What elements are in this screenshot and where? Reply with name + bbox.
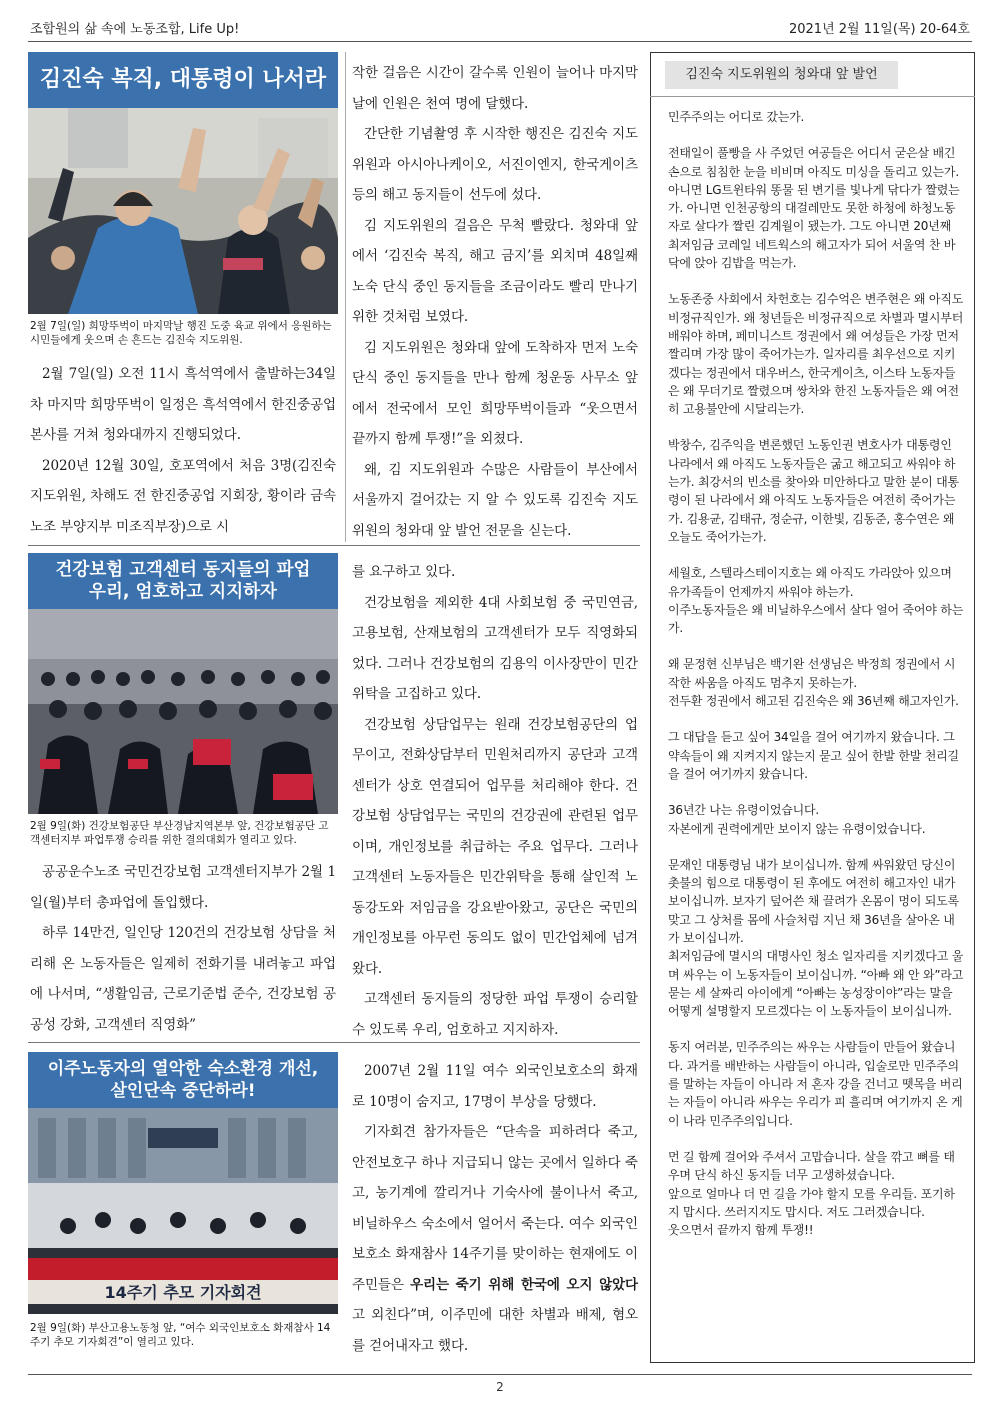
protest-banner-text: 14주기 추모 기자회견 — [104, 1283, 262, 1302]
article-divider — [28, 545, 640, 546]
article3-paragraph-text: 기자회견 참가자들은 “단속을 피하려다 죽고, 안전보호구 하나 지급되니 않는 곳에서 일하다 죽고, 농기계에 깔리거나 기숙사에 불이나서 죽고, 비닐하우스 숙소에서 얼어서 죽는다. 여수 외국인보호소 화재참사 14주기를 맞이하는 현재에도 이주민들은 — [352, 1124, 638, 1293]
article2-caption: 2월 9일(화) 건강보험공단 부산경남지역본부 앞, 건강보험공단 고객센터지부 파업투쟁 승리를 위한 결의대회가 열리고 있다. — [30, 820, 329, 846]
sidebar-paragraph: 왜 문정현 신부님은 백기완 선생님은 박정희 정권에서 시작한 싸움을 아직도 멈추지 못하는가. — [668, 657, 956, 690]
article3-caption: 2월 9일(화) 부산고용노동청 앞, “여수 외국인보호소 화재참사 14주기 추모 기자회견”이 열리고 있다. — [30, 1322, 331, 1348]
article2-right-column — [352, 557, 638, 1045]
article2-headline-line1: 건강보험 고객센터 동지들의 파업 — [55, 560, 311, 580]
sidebar-paragraph: 전두환 정권에서 해고된 김진숙은 왜 36년째 해고자인가. — [668, 694, 959, 709]
article3-headline-line2: 살인단속 중단하라! — [110, 1081, 256, 1101]
sidebar-closing: 웃으면서 끝까지 함께 투쟁!! — [668, 1223, 814, 1238]
sidebar-paragraph: 전태일이 풀빵을 사 주었던 여공들은 어디서 굳은살 배긴 손으로 침침한 눈을 비비며 아직도 미싱을 돌리고 있는가. 아니면 LG트윈타워 똥물 된 변기를 빛나게 닦다가 짤렸는가. 아니면 인천공항의 대걸레만도 못한 하청에 하청노동자로 살다가 짤린 김계월이 됐는가. 그도 아니면 20년째 최저임금 코레일 네트웍스의 해고자가 되어 서울역 찬 바닥에 앉아 김밥을 먹는가. — [668, 146, 960, 271]
sidebar-paragraph: 자본에게 권력에게만 보이지 않는 유령이었습니다. — [668, 821, 926, 836]
article1-left-column — [30, 359, 336, 542]
article1-paragraph: 2020년 12월 30일, 호포역에서 처음 3명(김진숙 지도위원, 차해도 전 한진중공업 지회장, 황이라 금속노조 부양지부 미조직부장)으로 시 — [30, 457, 336, 535]
article-divider — [28, 1042, 640, 1043]
article2-left-column — [30, 857, 336, 1040]
article1-paragraph: 김 지도위원은 청와대 앞에 도착하자 먼저 노숙 단식 중인 동지들을 만나 함께 청운동 사무소 앞에서 전국에서 모인 희망뚜벅이들과 “웃으면서 끝까지 함께 투쟁!”을 외쳤다. — [352, 339, 638, 447]
column-separator — [345, 52, 346, 542]
sidebar-title: 김진숙 지도위원의 청와대 앞 발언 — [665, 61, 898, 89]
article3-quote-bold: 우리는 죽기 위해 한국에 오지 않았다 — [410, 1276, 638, 1293]
article1-headline — [28, 52, 338, 108]
sidebar-paragraph: 먼 길 함께 걸어와 주셔서 고맙습니다. 살을 깎고 뼈를 태우며 단식 하신 동지들 너무 고생하셨습니다. — [668, 1149, 955, 1183]
article1-paragraph: 2월 7일(일) 오전 11시 흑석역에서 출발하는34일차 마지막 희망뚜벅이 일정은 흑석역에서 한진중공업 본사를 거쳐 청와대까지 진행되었다. — [30, 366, 336, 443]
article2-paragraph: 고객센터 동지들의 정당한 파업 투쟁이 승리할 수 있도록 우리, 엄호하고 지지하자. — [352, 991, 638, 1038]
issue-date: 2021년 2월 11일(목) 20-64호 — [788, 22, 970, 37]
sidebar-paragraph: 그 대답을 듣고 싶어 34일을 걸어 여기까지 왔습니다. 그 약속들이 왜 지켜지지 않는지 묻고 싶어 한발 한발 천리길을 걸어 여기까지 왔습니다. — [668, 730, 959, 781]
sidebar-paragraph: 문재인 대통령님 내가 보이십니까. 함께 싸워왔던 당신이 촛불의 힘으로 대통령이 된 후에도 여전히 해고자인 내가 보이십니까. 보자기 덮어쓴 채 끌려가 온몸이 멍이 되도록 맞고 그 상처를 몸에 사슬처럼 지닌 채 36년을 살아온 내가 보이십니까. — [668, 857, 959, 945]
sidebar-body — [668, 108, 966, 1239]
article3-paragraph: 2007년 2월 11일 여수 외국인보호소의 화재로 10명이 숨지고, 17명이 부상을 당했다. — [352, 1063, 638, 1110]
article3-right-column — [352, 1056, 638, 1361]
newsletter-slogan: 조합원의 삶 속에 노동조합, Life Up! — [30, 22, 240, 37]
sidebar-paragraph: 세월호, 스텔라스테이지호는 왜 아직도 가라앉아 있으며 유가족들이 언제까지 싸워야 하는가. — [668, 566, 952, 599]
article3-photo — [28, 1108, 338, 1314]
sidebar-title-rule — [650, 96, 975, 97]
page-number: 2 — [496, 1380, 504, 1394]
header-rule — [28, 41, 972, 42]
article1-right-column — [352, 58, 638, 546]
article3-paragraph-text: 고 외친다”며, 이주민에 대한 차별과 배제, 혐오를 걷어내자고 했다. — [352, 1307, 638, 1354]
sidebar-paragraph: 노동존중 사회에서 차헌호는 김수억은 변주현은 왜 아직도 비정규직인가. 왜 청년들은 비정규직으로 차별과 멸시부터 배워야 하며, 페미니스트 정권에서 왜 여성들은 가장 먼저 짤리며 가장 많이 죽어가는가. 일자리를 최우선으로 지키겠다는 정권에서 대우버스, 한국게이츠, 이스타 노동자들은 왜 무더기로 짤렸으며 쌍차와 한진 노동자들은 왜 여전히 고용불안에 시달리는가. — [668, 292, 964, 417]
sidebar-paragraph: 이주노동자들은 왜 비닐하우스에서 살다 얼어 죽어야 하는가. — [668, 602, 964, 636]
sidebar-paragraph: 민주주의는 어디로 갔는가. — [668, 110, 805, 124]
article1-paragraph: 왜, 김 지도위원과 수많은 사람들이 부산에서 서울까지 걸어갔는 지 알 수 있도록 김진숙 지도위원의 청와대 앞 발언 전문을 싣는다. — [352, 461, 638, 539]
article2-paragraph: 건강보험 상담업무는 원래 건강보험공단의 업무이고, 전화상담부터 민원처리까지 공단과 고객센터가 상호 연결되어 업무를 처리해야 한다. 건강보험 상담업무는 국민의 건강권에 관련된 업무이며, 개인정보를 취급하는 주요 업무다. 그러나 고객센터 노동자들은 민간위탁을 통해 살인적 노동강도와 저임금을 강요받아왔고, 공단은 국민의 개인정보를 아무런 동의도 없이 민간업체에 넘겨 왔다. — [352, 716, 638, 977]
sidebar-paragraph: 최저임금에 멸시의 대명사인 청소 일자리를 지키겠다고 울며 싸우는 이 노동자들이 보이십니까. “아빠 왜 안 와”라고 묻는 세 살짜리 아이에게 “아빠는 농성장이야”라는 말을 어떻게 설명할지 모르겠다는 이 노동자들이 보이십니까. — [668, 949, 964, 1019]
article3-headline-line1: 이주노동자의 열악한 숙소환경 개선, — [47, 1059, 319, 1079]
sidebar-paragraph: 앞으로 얼마나 더 먼 길을 가야 할지 모를 우리들. 포기하지 맙시다. 쓰러지지도 맙시다. 저도 그러겠습니다. — [668, 1186, 955, 1219]
article2-paragraph: 건강보험을 제외한 4대 사회보험 중 국민연금, 고용보험, 산재보험의 고객센터가 모두 직영화되었다. 그러나 건강보험의 김용익 이사장만이 민간위탁을 고집하고 있다. — [352, 594, 638, 702]
sidebar-paragraph: 동지 여러분, 민주주의는 싸우는 사람들이 만들어 왔습니다. 과거를 배반하는 사람들이 아니라, 입술로만 민주주의를 말하는 자들이 아니라 저 혼자 강을 건너고 뗏목을 버리는 자들이 아니라 싸우는 우리가 피 흘리며 여기까지 온 게 이 나라 민주주의입니다. — [668, 1040, 963, 1128]
footer-rule — [28, 1374, 972, 1375]
article2-paragraph: 하루 14만건, 일인당 120건의 건강보험 상담을 처리해 온 노동자들은 일제히 전화기를 내려놓고 파업에 나서며, “생활임금, 근로기준법 준수, 건강보험 공공성 강화, 고객센터 직영화” — [30, 925, 336, 1033]
article2-paragraph: 공공운수노조 국민건강보험 고객센터지부가 2월 1일(월)부터 총파업에 돌입했다. — [30, 864, 336, 911]
article2-paragraph: 를 요구하고 있다. — [352, 564, 456, 580]
article2-photo — [28, 609, 338, 814]
article1-paragraph: 작한 걸음은 시간이 갈수록 인원이 늘어나 마지막 날에 인원은 천여 명에 달했다. — [352, 65, 638, 112]
article2-headline-line2: 우리, 엄호하고 지지하자 — [89, 582, 277, 602]
article1-photo — [28, 108, 338, 314]
article1-caption: 2월 7일(일) 희망뚜벅이 마지막날 행진 도중 육교 위에서 응원하는 시민들에게 웃으며 손 흔드는 김진숙 지도위원. — [30, 320, 332, 346]
article1-paragraph: 김 지도위원의 걸음은 무척 빨랐다. 청와대 앞에서 ‘김진숙 복직, 해고 금지’를 외치며 48일째 노숙 단식 중인 동지들을 조금이라도 빨리 만나기 위한 것처럼 보였다. — [352, 217, 638, 325]
article3-paragraph — [352, 1117, 638, 1361]
article1-paragraph: 간단한 기념촬영 후 시작한 행진은 김진숙 지도위원과 아시아나케이오, 서진이엔지, 한국게이츠 등의 해고 동지들이 선두에 섰다. — [352, 126, 638, 203]
article3-headline — [28, 1052, 338, 1108]
article2-headline — [28, 553, 338, 609]
article1-headline-text: 김진숙 복직, 대통령이 나서라 — [39, 67, 327, 92]
sidebar-paragraph: 36년간 나는 유령이었습니다. — [668, 803, 820, 818]
sidebar-paragraph: 박창수, 김주익을 변론했던 노동인권 변호사가 대통령인 나라에서 왜 아직도 노동자들은 굶고 해고되고 싸워야 하는가. 최강서의 빈소를 찾아와 미안하다고 말한 분이 대통령이 된 나라에서 왜 아직도 노동자들은 여전히 죽어가는가. 김용균, 김태규, 정순규, 이한빛, 김동준, 홍수연은 왜 오늘도 죽어가는가. — [668, 438, 959, 544]
page-header — [28, 18, 972, 40]
